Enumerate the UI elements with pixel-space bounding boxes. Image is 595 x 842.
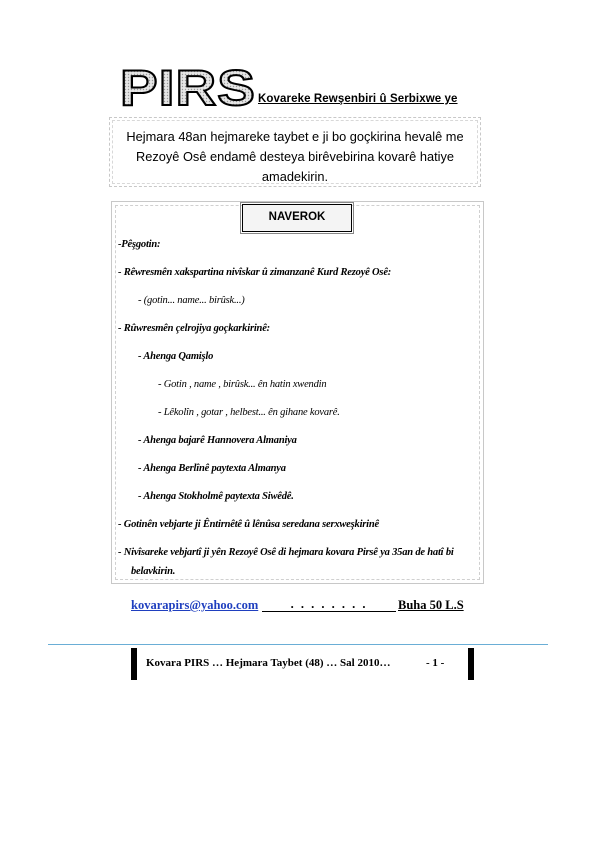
toc-item: - Nivîsareke vebjartî ji yên Rezoyê Osê di hejmara kovara Pirsê ya 35an de hatî bi	[118, 547, 454, 558]
toc-item: - Ahenga bajarê Hannovera Almaniya	[138, 435, 297, 446]
toc-item: - Lêkolîn , gotar , helbest... ên gihane kovarê.	[158, 407, 340, 418]
footer-bar-right	[468, 648, 474, 680]
tagline: Kovareke Rewşenbiri û Serbixwe ye	[258, 93, 458, 105]
dedication-box	[109, 117, 481, 187]
footer-text: Kovara PIRS … Hejmara Taybet (48) … Sal 2010…	[146, 657, 391, 669]
contents-heading: NAVEROK	[268, 211, 326, 223]
logo-text: PIRS	[120, 64, 256, 110]
dotted-leader: . . . . . . . .	[262, 597, 396, 612]
toc-item: - Rêwresmên xakspartina nivîskar û zimanzanê Kurd Rezoyê Osê:	[118, 267, 392, 278]
toc-item: - Ahenga Stokholmê paytexta Siwêdê.	[138, 491, 294, 502]
footer-bar-left	[131, 648, 137, 680]
price-label: Buha 50 L.S	[398, 598, 464, 612]
toc-item: - Gotinên vebjarte ji Êntirnêtê û lênûsa seredana serxweşkirinê	[118, 519, 380, 530]
toc-item: - Ahenga Qamişlo	[138, 351, 214, 362]
footer-rule	[48, 644, 548, 645]
toc-item: - Gotin , name , birûsk... ên hatin xwendin	[158, 379, 327, 390]
page-number: - 1 -	[426, 657, 445, 669]
contents-heading-box	[242, 204, 352, 232]
toc-item: belavkirin.	[131, 566, 176, 577]
email-link[interactable]: kovarapirs@yahoo.com	[131, 598, 259, 612]
toc-item: - (gotin... name... birûsk...)	[138, 295, 245, 306]
toc-item: - Ahenga Berlînê paytexta Almanya	[138, 463, 286, 474]
dedication-text: Hejmara 48an hejmareke taybet e ji bo goçkirina hevalê me Rezoyê Osê endamê desteya birêvebirina kovarê hatiye amadekirin.	[126, 129, 464, 184]
pirs-logo	[118, 64, 258, 110]
toc-item: -Pêşgotin:	[118, 239, 161, 250]
toc-item: - Rûwresmên çelrojiya goçkarkirinê:	[118, 323, 270, 334]
